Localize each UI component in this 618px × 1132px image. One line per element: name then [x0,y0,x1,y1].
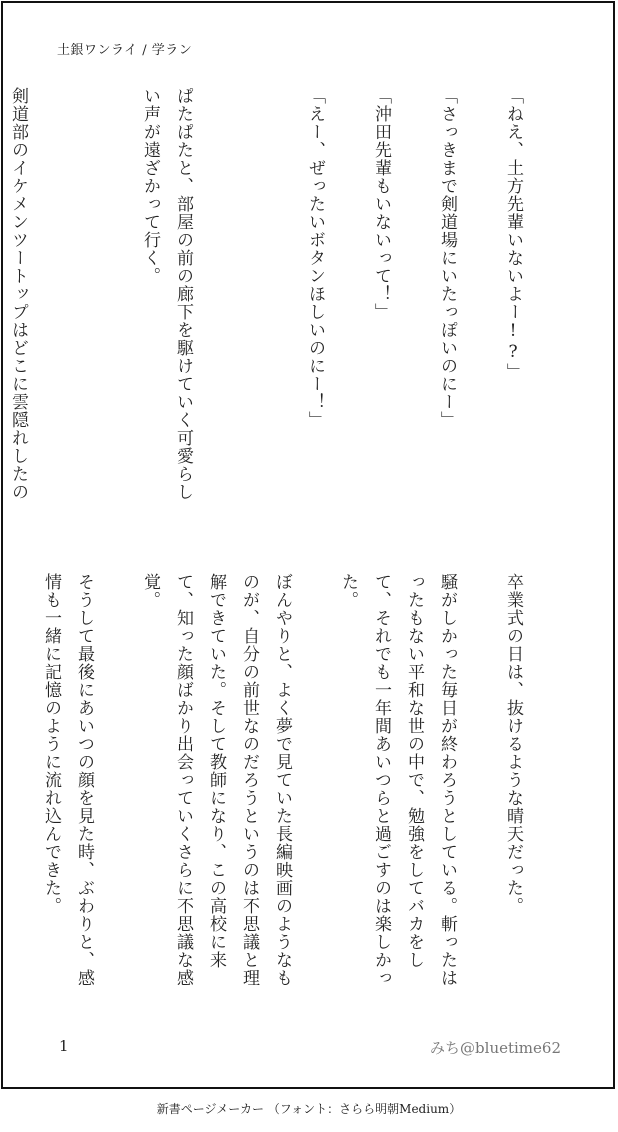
paragraph-gap [232,87,265,517]
narration-paragraph: 剣道部のイケメンツートップはどこに雲隠れしたの [8,87,28,501]
dialogue-line: 「沖田先輩もいないって！」 [371,87,391,321]
generator-credit: 新書ページメーカー （フォント：さらら明朝Medium） [156,1102,462,1116]
author-credit: みち@bluetime62 [430,1039,561,1057]
narration-paragraph: そうして最後にあいつの顔を見た時、ぶわりと、感情も一緒に記憶のように流れ込んできた。 [41,573,94,987]
page-number: 1 [59,1037,69,1055]
narration-paragraph: 騒がしかった毎日が終わろうとしている。斬ったはったもない平和な世の中で、勉強をしてバカをして、それでも一年間あいつらと過ごすのは楽しかった。 [338,573,457,987]
dialogue-line: 「さっきまで剣道場にいたっぽいのにー」 [437,87,457,429]
paragraph-gap [67,87,100,517]
text-block-top [0,87,562,517]
narration-paragraph: ぼんやりと、よく夢で見ていた長編映画のようなものが、自分の前世なのだろうというのは不思議と理解できていた。そして教師になり、この高校に来て、知った顔ばかり出会っていくさらに不思議な感覚。 [140,573,292,987]
dialogue-line: 「えー、ぜったいボタンほしいのにー！」 [305,87,325,429]
narration-paragraph: 卒業式の日は、抜けるような晴天だった。 [503,573,523,915]
narration-paragraph: ぱたぱたと、部屋の前の廊下を駆けていく可愛らしい声が遠ざかって行く。 [140,87,193,501]
paragraph-gap [0,573,1,1003]
dialogue-line: 「ねえ、土方先輩いないよー!?」 [503,87,523,381]
page-header-title: 土銀ワンライ / 学ラン [57,43,193,58]
text-block-bottom [0,573,562,1003]
book-page [1,1,615,1089]
